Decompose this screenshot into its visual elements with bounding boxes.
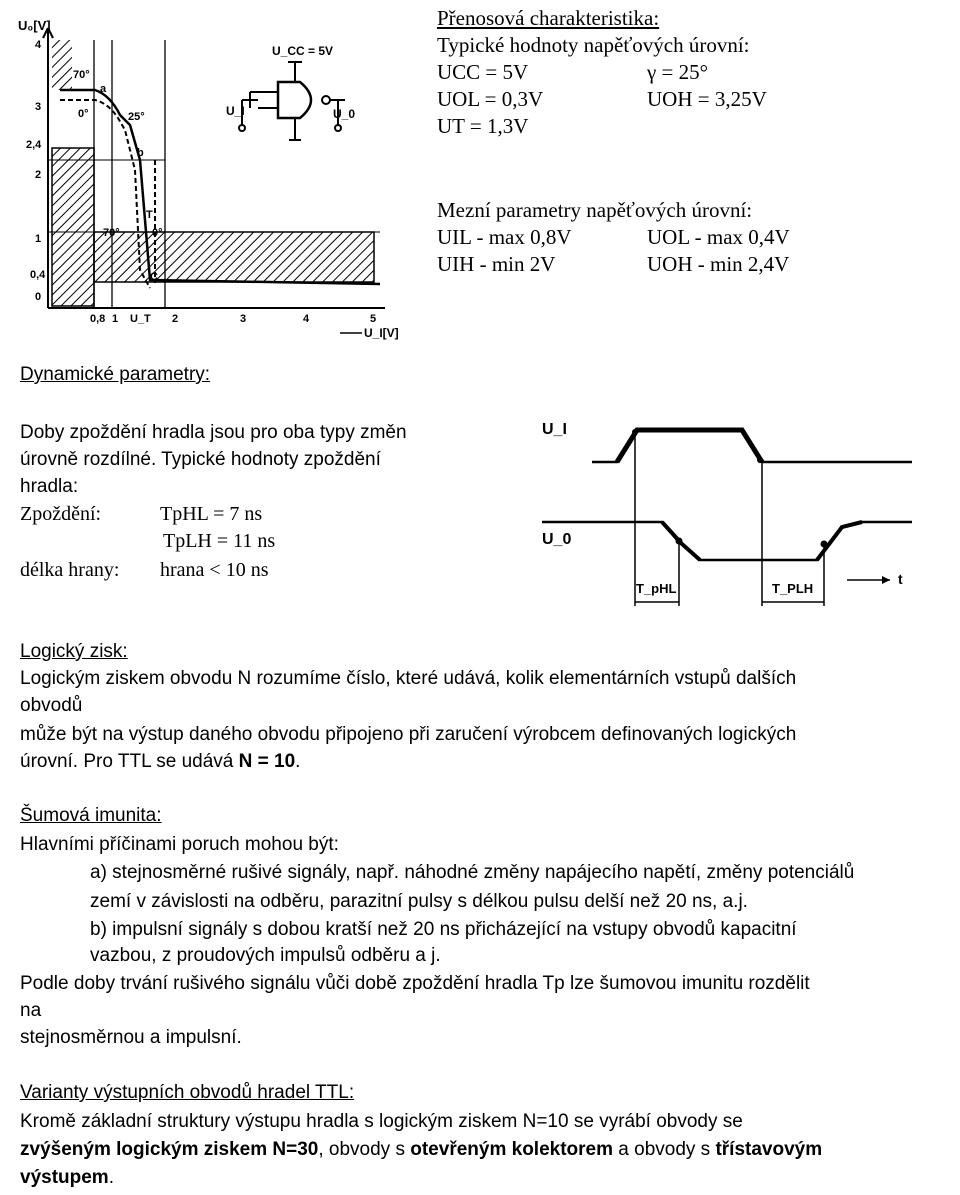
- y-tick-2-4: 2,4: [26, 139, 42, 151]
- y-tick-4: 4: [35, 39, 42, 51]
- variants-line-2: [20, 1139, 822, 1161]
- uo-signal-label: U_0: [542, 531, 572, 548]
- label-t: T: [146, 209, 153, 221]
- variants-line-1: Kromě základní struktury výstupu hradla s logickým ziskem N=10 se vyrábí obvody se: [20, 1111, 743, 1132]
- variants-bold-open-collector: otevřeným kolektorem: [410, 1139, 613, 1160]
- label-0-top: 0°: [78, 108, 89, 120]
- noise-heading: Šumová imunita:: [20, 805, 162, 826]
- hatched-region-bottom: [94, 232, 374, 282]
- uil-value: UIL - max 0,8V: [437, 225, 572, 249]
- ui-signal-label: U_I: [542, 421, 567, 438]
- noise-item-b-2: vazbou, z proudových impulsů odběru a j.: [90, 945, 441, 966]
- transfer-characteristic-graph: [0, 0, 420, 345]
- dynamic-heading: Dynamické parametry:: [20, 364, 211, 385]
- noise-para-3: stejnosměrnou a impulsní.: [20, 1027, 242, 1048]
- gamma-value: γ = 25°: [647, 60, 709, 84]
- label-25: 25°: [128, 111, 145, 123]
- timing-diagram: [522, 392, 932, 624]
- x-tick-3: 3: [240, 313, 247, 325]
- uih-value: UIH - min 2V: [437, 252, 556, 276]
- y-tick-0: 0: [35, 291, 42, 303]
- label-70-top: 70°: [73, 69, 90, 81]
- x-tick-1: 1: [112, 313, 119, 325]
- label-b: b: [137, 147, 144, 159]
- label-70-bottom: 70°: [103, 227, 120, 239]
- x-tick-0-8: 0,8: [90, 313, 106, 325]
- logic-line-2: obvodů: [20, 695, 83, 716]
- delay-label: Zpoždění:: [20, 503, 102, 525]
- limits-label: Mezní parametry napěťových úrovní:: [437, 198, 753, 222]
- x-axis-label: U_I[V]: [364, 326, 399, 340]
- logic-line-3: může být na výstup daného obvodu připojeno při zaručení výrobcem definovaných logických: [20, 724, 797, 745]
- nand-gate-icon: [278, 82, 311, 118]
- tplh-value: TpLH = 11 ns: [163, 530, 276, 552]
- gate-supply-label: U_CC = 5V: [272, 44, 334, 58]
- dynamic-text-3: hradla:: [20, 476, 79, 497]
- logic-line-1: Logickým ziskem obvodu N rozumíme číslo, které udává, kolik elementárních vstupů dalších: [20, 668, 797, 689]
- variants-line-3: [20, 1167, 114, 1189]
- uol-max-value: UOL - max 0,4V: [647, 225, 790, 249]
- transfer-heading: Přenosová charakteristika:: [437, 6, 660, 30]
- x-tick-ut: U_T: [130, 313, 151, 325]
- hatched-region-top: [52, 40, 72, 90]
- label-c: C: [150, 271, 158, 283]
- y-tick-0-4: 0,4: [30, 269, 46, 281]
- hatched-region-left: [52, 148, 94, 306]
- logic-line-4: [20, 751, 300, 773]
- y-tick-2: 2: [35, 169, 42, 181]
- noise-item-a-2: zemí v závislosti na odběru, parazitní pulsy s délkou pulsu delší než 20 ns, a.j.: [90, 891, 748, 912]
- y-axis-label: U₀[V]: [18, 18, 51, 33]
- time-axis-label: t: [898, 571, 903, 587]
- edge-value: hrana < 10 ns: [160, 559, 269, 581]
- label-a: a: [100, 83, 107, 95]
- uoh-min-value: UOH - min 2,4V: [647, 252, 790, 276]
- ut-value: UT = 1,3V: [437, 114, 529, 138]
- variants-mid-2: a obvody s: [613, 1139, 716, 1160]
- ucc-value: UCC = 5V: [437, 60, 529, 84]
- noise-line-1: Hlavními příčinami poruch mohou být:: [20, 834, 339, 855]
- y-tick-3: 3: [35, 101, 42, 113]
- noise-para-2: na: [20, 1000, 42, 1021]
- logic-n-value: N = 10: [238, 751, 296, 772]
- tplh-label: T_PLH: [772, 581, 814, 596]
- uol-value: UOL = 0,3V: [437, 87, 544, 111]
- x-tick-2: 2: [172, 313, 179, 325]
- gate-output-label: U_0: [333, 107, 356, 121]
- noise-item-a-1: a) stejnosměrné rušivé signály, např. náhodné změny napájecího napětí, změny potenciálů: [90, 862, 855, 883]
- edge-label: délka hrany:: [20, 559, 120, 581]
- logic-line-4-text: úrovní. Pro TTL se udává: [20, 751, 239, 772]
- variants-heading: Varianty výstupních obvodů hradel TTL:: [20, 1082, 355, 1103]
- variants-bold-tristate: třístavovým: [715, 1139, 823, 1160]
- variants-mid-1: , obvody s: [318, 1139, 411, 1160]
- noise-para-1: Podle doby trvání rušivého signálu vůči době zpoždění hradla Tp lze šumovou imunitu rozdělit: [20, 973, 810, 994]
- y-tick-1: 1: [35, 233, 42, 245]
- logic-line-4-end: .: [295, 751, 301, 772]
- label-0-bottom: 0°: [152, 227, 163, 239]
- x-tick-5: 5: [370, 313, 377, 325]
- gate-input-label: U_I: [226, 104, 245, 118]
- variants-bold-gain: zvýšeným logickým ziskem N=30: [20, 1139, 319, 1160]
- logic-heading: Logický zisk:: [20, 641, 128, 662]
- typical-values-label: Typické hodnoty napěťových úrovní:: [437, 33, 750, 57]
- variants-end: .: [108, 1167, 114, 1188]
- noise-item-b-1: b) impulsní signály s dobou kratší než 20 ns přicházející na vstupy obvodů kapacitní: [90, 919, 797, 940]
- x-tick-4: 4: [303, 313, 310, 325]
- variants-bold-output: výstupem: [20, 1167, 109, 1188]
- tphl-label: T_pHL: [636, 581, 677, 596]
- tphl-value: TpHL = 7 ns: [160, 503, 263, 525]
- uoh-value: UOH = 3,25V: [647, 87, 767, 111]
- dynamic-text-2: úrovně rozdílné. Typické hodnoty zpoždění: [20, 449, 381, 470]
- dynamic-text-1: Doby zpoždění hradla jsou pro oba typy změn: [20, 422, 407, 443]
